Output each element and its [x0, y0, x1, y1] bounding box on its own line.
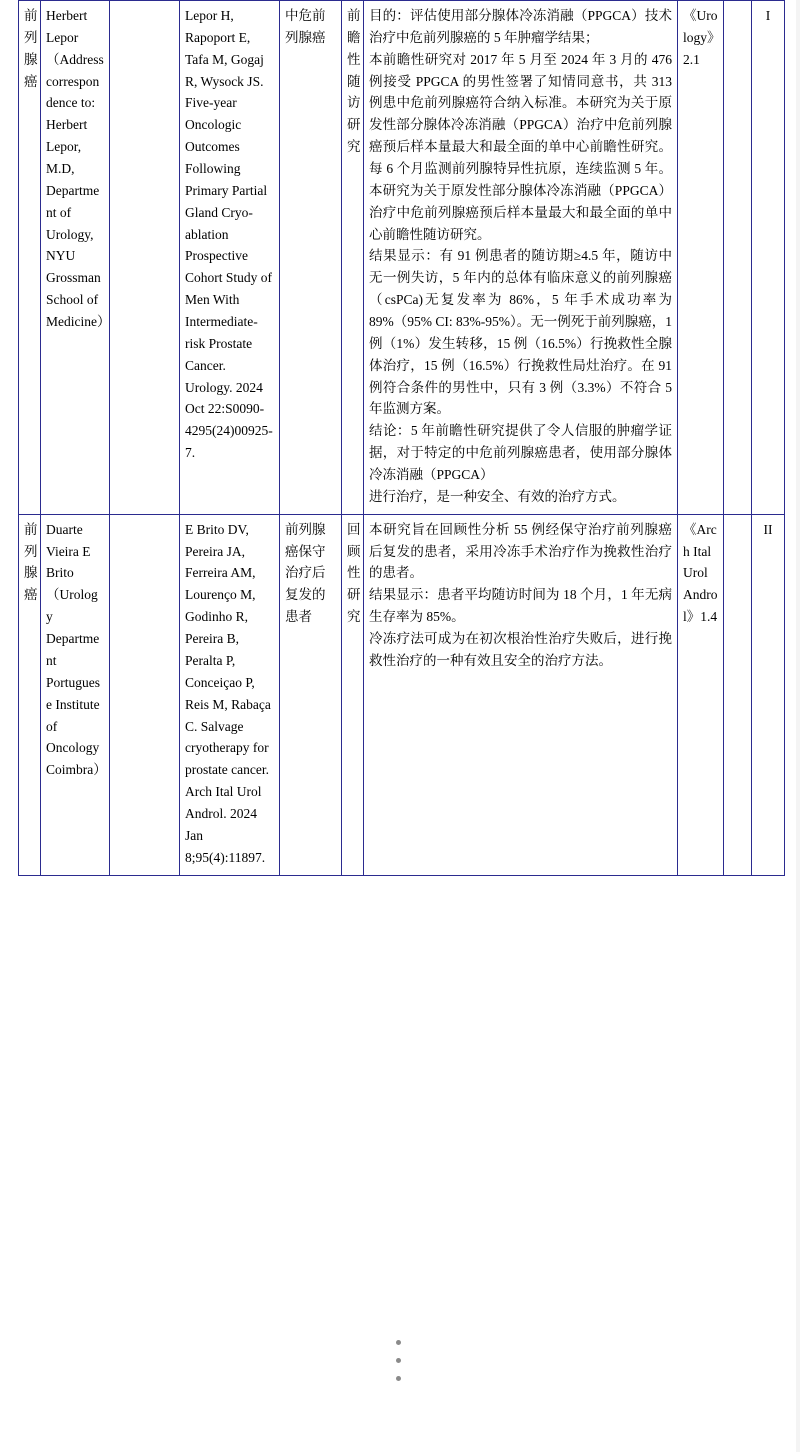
page-break-dots-icon	[396, 1340, 406, 1381]
cell-citation: Lepor H, Rapoport E, Tafa M, Gogaj R, Wysock JS. Five-year Oncologic Outcomes Following Primary Partial Gland Cryo-ablation Prospective Cohort Study of Men With Intermediate-risk Prostate Cancer. Urology. 2024 Oct 22:S0090-4295(24)00925-7.	[180, 1, 280, 515]
cell-evidence-level: II	[752, 514, 785, 875]
content-paragraph: 进行治疗，是一种安全、有效的治疗方式。	[369, 488, 626, 504]
cell-evidence-level: I	[752, 1, 785, 515]
content-paragraph: 结果显示：患者平均随访时间为 18 个月，1 年无病生存率为 85%。	[369, 587, 672, 625]
evidence-table	[18, 0, 785, 876]
cell-spacer	[724, 514, 752, 875]
cell-spacer	[724, 1, 752, 515]
cell-disease: 前列腺癌	[19, 514, 41, 875]
cell-citation: E Brito DV, Pereira JA, Ferreira AM, Lourenço M, Godinho R, Pereira B, Peralta P, Conceiçao P, Reis M, Rabaça C. Salvage cryotherapy for prostate cancer. Arch Ital Urol Androl. 2024 Jan 8;95(4):11897.	[180, 514, 280, 875]
cell-design: 前瞻性随访研究	[342, 1, 364, 515]
cell-journal: 《Urology》2.1	[678, 1, 724, 515]
cell-design: 回顾性研究	[342, 514, 364, 875]
cell-population: 中危前列腺癌	[280, 1, 342, 515]
content-paragraph: 冷冻疗法可成为在初次根治性治疗失败后，进行挽救性治疗的一种有效且安全的治疗方法。	[369, 631, 672, 668]
content-paragraph: 本研究旨在回顾性分析 55 例经保守治疗前列腺癌后复发的患者，采用冷冻手术治疗作为挽救性治疗的患者。	[369, 521, 672, 581]
cell-content	[364, 514, 678, 875]
content-paragraph: 结果显示：有 91 例患者的随访期≥4.5 年，随访中无一例失访，5 年内的总体有临床意义的前列腺癌（csPCa)无复发率为 86%，5 年手术成功率为 89%（95% CI: 83%-95%）。无一例死于前列腺癌，1 例（1%）发生转移，15 例（16.5%）行挽救性全腺体治疗，15 例（16.5%）行挽救性局灶治疗。在 91 例符合条件的男性中，只有 3 例（3.3%）不符合 5 年监测方案。	[369, 248, 672, 417]
scrollbar-track[interactable]	[796, 0, 800, 1452]
cell-content	[364, 1, 678, 515]
cell-journal: 《Arch Ital Urol Androl》1.4	[678, 514, 724, 875]
content-paragraph: 结论：5 年前瞻性研究提供了令人信服的肿瘤学证据，对于特定的中危前列腺癌患者，使用部分腺体冷冻消融（PPGCA）	[369, 423, 672, 483]
cell-blank	[110, 1, 180, 515]
cell-disease: 前列腺癌	[19, 1, 41, 515]
cell-blank	[110, 514, 180, 875]
content-paragraph: 本前瞻性研究对 2017 年 5 月至 2024 年 3 月的 476 例接受 PPGCA 的男性签署了知情同意书，共 313 例患中危前列腺癌符合纳入标准。本研究为关于原发性部分腺体冷冻消融（PPGCA）治疗中危前列腺癌预后样本量最大和最全面的单中心前瞻性研究。每 6 个月监测前列腺特异性抗原，连续监测 5 年。本研究为关于原发性部分腺体冷冻消融（PPGCA）治疗中危前列腺癌预后样本量最大和最全面的单中心前瞻性随访研究。	[369, 51, 672, 242]
table-row	[19, 514, 785, 875]
cell-author: Herbert Lepor（Address correspondence to: Herbert Lepor, M.D, Department of Urology, NYU Grossman School of Medicine）	[41, 1, 110, 515]
cell-population: 前列腺癌保守治疗后复发的患者	[280, 514, 342, 875]
cell-author: Duarte Vieira E Brito（Urology Department Portuguese Institute of Oncology Coimbra）	[41, 514, 110, 875]
table-row	[19, 1, 785, 515]
content-paragraph: 目的：评估使用部分腺体冷冻消融（PPGCA）技术治疗中危前列腺癌的 5 年肿瘤学结果；	[369, 8, 672, 45]
